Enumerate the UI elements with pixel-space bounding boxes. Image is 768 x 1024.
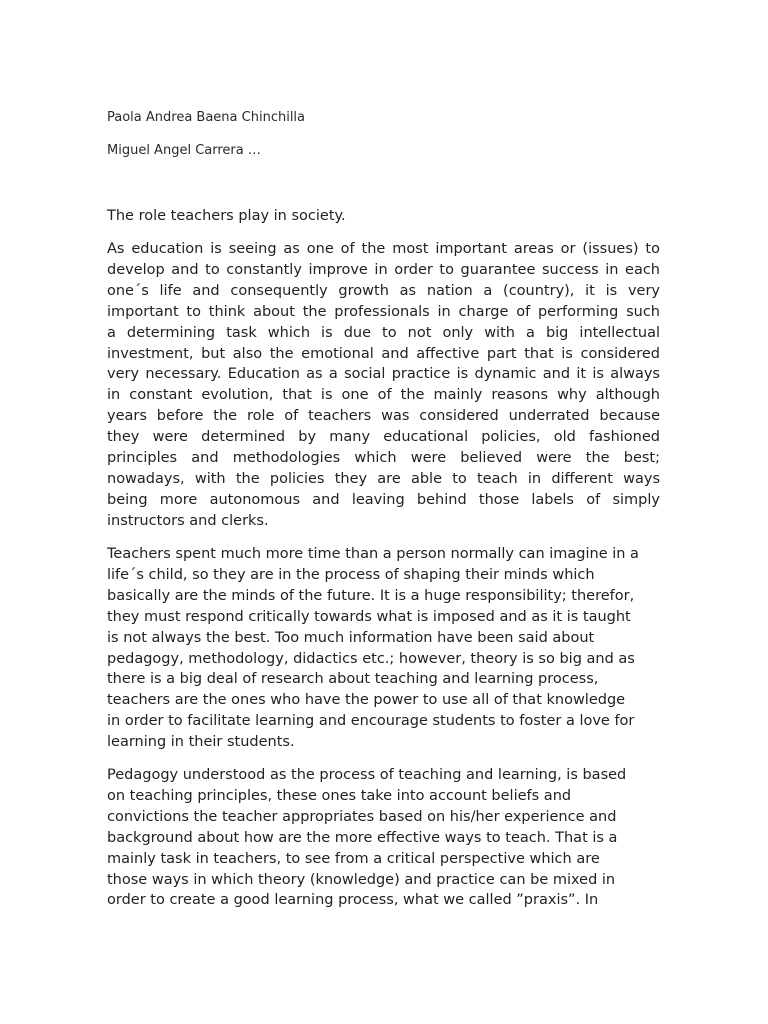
paragraph-line: years before the role of teachers was considered underrated because	[107, 408, 660, 425]
paragraph-line: being more autonomous and leaving behind those labels of simply	[107, 491, 660, 508]
paragraph-line: nowadays, with the policies they are able to teach in different ways	[107, 470, 660, 487]
paragraph-line: one´s life and consequently growth as nation a (country), it is very	[107, 282, 660, 299]
paragraph-line: learning in their students.	[107, 734, 295, 751]
paragraph-line: order to create a good learning process, what we called ”praxis”. In	[107, 892, 599, 909]
paragraph-line: a determining task which is due to not only with a big intellectual	[107, 324, 660, 341]
paragraph-line: they were determined by many educational policies, old fashioned	[107, 429, 660, 446]
paragraph-1	[107, 239, 660, 532]
paragraph-line: basically are the minds of the future. It is a huge responsibility; therefor,	[107, 587, 635, 604]
paragraph-line: they must respond critically towards what is imposed and as it is taught	[107, 608, 631, 625]
paragraph-2	[107, 544, 660, 753]
paragraph-line: on teaching principles, these ones take into account beliefs and	[107, 787, 572, 804]
paragraph-line: important to think about the professionals in charge of performing such	[107, 303, 660, 320]
paragraph-line: teachers are the ones who have the power to use all of that knowledge	[107, 692, 626, 709]
paragraph-line: principles and methodologies which were believed were the best;	[107, 450, 660, 467]
paragraph-line: investment, but also the emotional and affective part that is considered	[107, 345, 660, 362]
paragraph-line: very necessary. Education as a social practice is dynamic and it is always	[107, 366, 660, 383]
paragraph-line: in order to facilitate learning and encourage students to foster a love for	[107, 713, 635, 730]
paragraph-line: life´s child, so they are in the process of shaping their minds which	[107, 566, 595, 583]
paragraph-line: convictions the teacher appropriates based on his/her experience and	[107, 808, 617, 825]
author-name-1: Paola Andrea Baena Chinchilla	[107, 110, 306, 125]
paragraph-line: instructors and clerks.	[107, 512, 269, 529]
paragraph-line: pedagogy, methodology, didactics etc.; however, theory is so big and as	[107, 650, 635, 667]
paragraph-line: As education is seeing as one of the most important areas or (issues) to	[107, 241, 660, 257]
paragraph-line: develop and to constantly improve in order to guarantee success in each	[107, 261, 660, 278]
author-name-2: Miguel Angel Carrera …	[107, 143, 261, 158]
paragraph-line: mainly task in teachers, to see from a critical perspective which are	[107, 850, 600, 867]
paragraph-line: background about how are the more effective ways to teach. That is a	[107, 829, 618, 846]
paragraph-line: there is a big deal of research about teaching and learning process,	[107, 671, 599, 688]
paragraph-line: Pedagogy understood as the process of teaching and learning, is based	[107, 767, 627, 783]
paragraph-line: those ways in which theory (knowledge) and practice can be mixed in	[107, 871, 616, 888]
paragraph-line: Teachers spent much more time than a person normally can imagine in a	[107, 546, 639, 562]
paragraph-line: in constant evolution, that is one of the mainly reasons why although	[107, 387, 660, 404]
paragraph-line: is not always the best. Too much information have been said about	[107, 629, 595, 646]
document-title: The role teachers play in society.	[107, 208, 346, 224]
paragraph-3	[107, 765, 660, 911]
